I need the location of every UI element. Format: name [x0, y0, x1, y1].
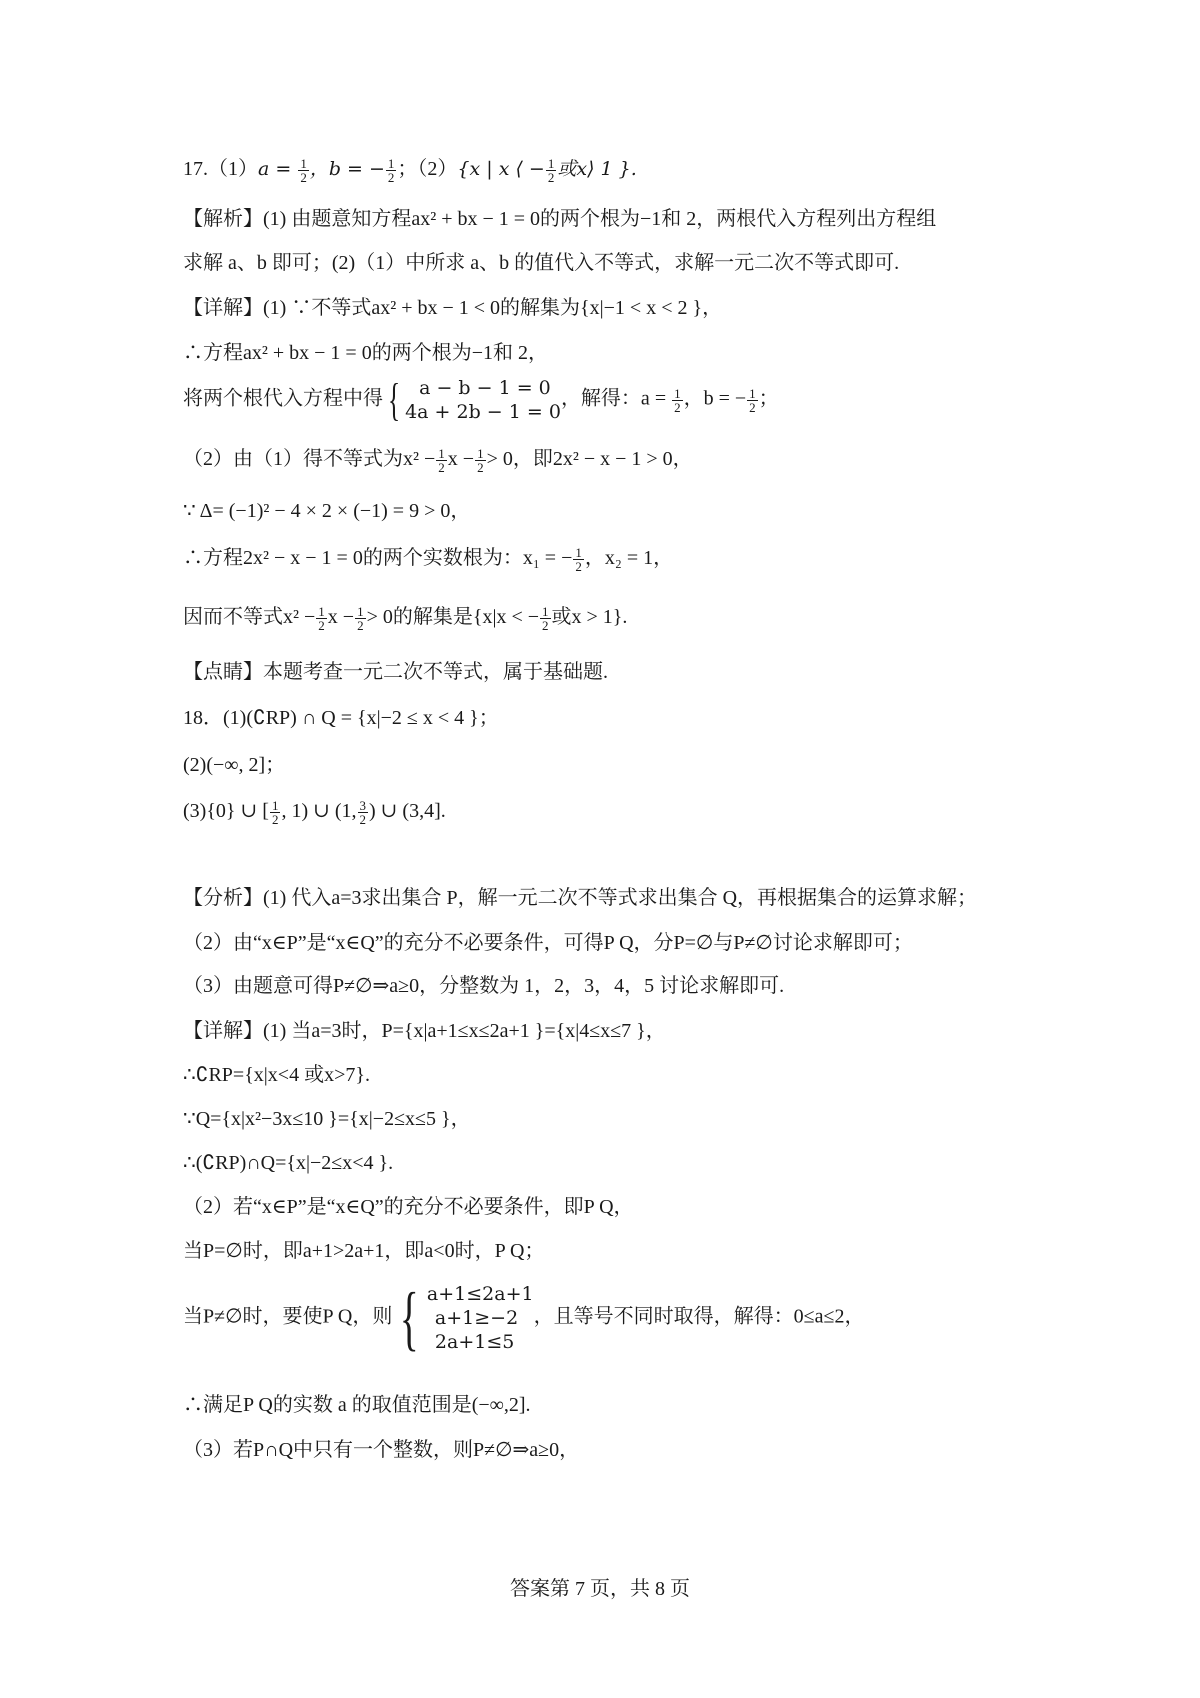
left-brace: { [400, 1278, 420, 1358]
fraction-three-halves: $\frac{3}{2}$ [359, 797, 367, 827]
q18-detail-line-1: 【详解】(1) 当a=3时，P={x|a+1≤x≤2a+1 }={x|4≤x≤7 }， [183, 1020, 666, 1042]
q17-number: 17. [183, 158, 208, 180]
q17-analysis-line-1: 【解析】(1) 由题意知方程ax² + bx − 1 = 0的两个根为−1和 2，两根代入方程列出方程组 [183, 208, 937, 230]
q17-analysis-line-2: 求解 a、b 即可；(2)（1）中所求 a、b 的值代入不等式，求解一元二次不等式即可. [183, 252, 900, 274]
fraction-half: $\frac{1}{2}$ [271, 797, 279, 827]
q17-detail-line-1: 【详解】(1) ∵不等式ax² + bx − 1 < 0的解集为{x|−1 < x < 2 }， [183, 297, 723, 319]
left-brace: { [387, 374, 401, 425]
inequality-system: a+1≤2a+1 a+1≥−2 2a+1≤5 [426, 1283, 534, 1353]
q17-detail-line-4: （2）由（1）得不等式为x² − $\frac{1}{2}$ x − $\frac{1}{2}$ > 0，即2x² − x − 1 > 0， [183, 445, 693, 475]
q17-detail-line-3: 将两个根代入方程中得 { a − b − 1 = 0 4a + 2b − 1 = 0 ，解得：a = $\frac{1}{2}$ ，b = − $\frac{1}{2}$ ； [183, 374, 779, 425]
fraction-half: $\frac{1}{2}$ [387, 155, 395, 185]
fraction-half: $\frac{1}{2}$ [357, 603, 364, 633]
q18-analysis-line-1: 【分析】(1) 代入a=3求出集合 P，解一元二次不等式求出集合 Q，再根据集合的运算求解； [183, 887, 978, 909]
page-footer: 答案第 7 页，共 8 页 [510, 1578, 690, 1600]
fraction-half: $\frac{1}{2}$ [477, 445, 484, 475]
q18-detail-line-2: ∴∁RP={x|x<4 或x>7}. [183, 1064, 370, 1086]
fraction-half: $\frac{1}{2}$ [575, 544, 582, 574]
q17-detail-line-7: 因而不等式x² − $\frac{1}{2}$ x − $\frac{1}{2}$ > 0的解集是{x|x < − $\frac{1}{2}$ 或x > 1}. [183, 603, 628, 633]
q18-answer-1: 18．(1)(∁RP) ∩ Q = {x|−2 ≤ x < 4 }； [183, 707, 499, 729]
fraction-half: $\frac{1}{2}$ [749, 385, 756, 415]
q18-answer-3: (3){0} ∪ [ $\frac{1}{2}$ , 1) ∪ (1, $\frac{3}{2}$ ) ∪ (3,4]. [183, 797, 446, 827]
q18-analysis-line-2: （2）由“x∈P”是“x∈Q”的充分不必要条件，可得P Q，分P=∅与P≠∅讨论求解即可； [183, 932, 913, 954]
fraction-half: $\frac{1}{2}$ [438, 445, 445, 475]
q18-detail-line-3: ∵Q={x|x²−3x≤10 }={x|−2≤x≤5 }， [183, 1108, 471, 1130]
q17-answer-line: 17.（1）a = $\frac{1}{2}$ ，b = − $\frac{1}{2}$ ；（2）{x | x ⟨ − $\frac{1}{2}$ 或x⟩ 1 }. [183, 155, 637, 185]
q17-detail-line-2: ∴方程ax² + bx − 1 = 0的两个根为−1和 2， [183, 342, 548, 364]
equation-system: a − b − 1 = 0 4a + 2b − 1 = 0 [405, 377, 561, 423]
fraction-half: $\frac{1}{2}$ [542, 603, 549, 633]
fraction-half: $\frac{1}{2}$ [300, 155, 307, 185]
q18-detail-line-5: （2）若“x∈P”是“x∈Q”的充分不必要条件，即P Q， [183, 1196, 634, 1218]
fraction-half: $\frac{1}{2}$ [547, 155, 555, 185]
q18-detail-line-9: （3）若P∩Q中只有一个整数，则P≠∅⇒a≥0， [183, 1439, 580, 1461]
q17-comment: 【点睛】本题考查一元二次不等式，属于基础题. [183, 661, 608, 683]
q18-detail-line-4: ∴(∁RP)∩Q={x|−2≤x<4 }. [183, 1152, 394, 1174]
q18-detail-line-8: ∴满足P Q的实数 a 的取值范围是(−∞,2]. [183, 1394, 531, 1416]
q18-detail-line-7: 当P≠∅时，要使P Q，则 { a+1≤2a+1 a+1≥−2 2a+1≤5 ，且等号不同时取得，解得：0≤a≤2， [183, 1278, 865, 1358]
fraction-half: $\frac{1}{2}$ [318, 603, 325, 633]
q17-detail-line-5: ∵ Δ= (−1)² − 4 × 2 × (−1) = 9 > 0， [183, 500, 471, 522]
q18-detail-line-6: 当P=∅时，即a+1>2a+1，即a<0时，P Q； [183, 1240, 545, 1262]
fraction-half: $\frac{1}{2}$ [674, 385, 681, 415]
q18-answer-2: (2)(−∞, 2]； [183, 754, 286, 776]
q17-detail-line-6: ∴方程2x² − x − 1 = 0的两个实数根为：x₁ = − $\frac{1}{2}$ ，x₂ = 1， [183, 544, 674, 574]
q18-analysis-line-3: （3）由题意可得P≠∅⇒a≥0，分整数为 1，2，3，4，5 讨论求解即可. [183, 975, 785, 997]
